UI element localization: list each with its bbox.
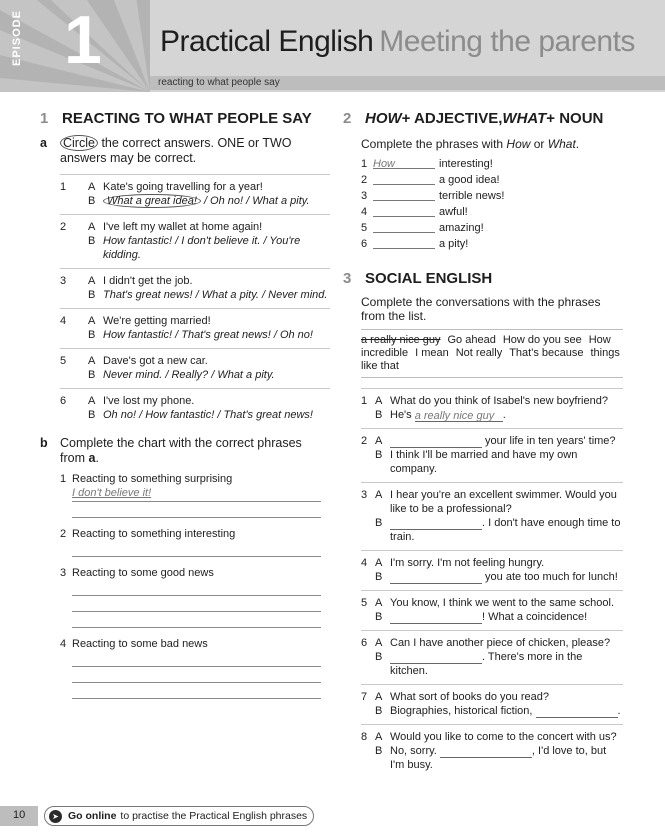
line-a: You know, I think we went to the same school. (390, 597, 615, 609)
line-b (390, 650, 623, 678)
right-column (343, 110, 628, 772)
answer-blank[interactable] (373, 204, 435, 217)
conversation (361, 630, 623, 678)
phrase-item (361, 172, 628, 188)
phrase-option: How incredible (361, 334, 611, 359)
speaker-b: B (88, 329, 96, 341)
speaker-a: A (375, 395, 383, 407)
instruction-bold: a (88, 451, 96, 465)
instr-pre: Complete the phrases with (361, 137, 507, 151)
phrase-text: amazing! (439, 222, 484, 234)
answer-blank[interactable] (373, 172, 435, 185)
item-number: 1 (361, 158, 368, 170)
item-number: 2 (60, 528, 67, 540)
title-how: HOW (365, 110, 402, 127)
conversation (361, 428, 623, 476)
item-number: 1 (60, 473, 67, 485)
section-title: REACTING TO WHAT PEOPLE SAY (62, 110, 312, 127)
page-number: 10 (13, 809, 26, 821)
chart-item (60, 637, 330, 651)
speaker-b: B (88, 289, 96, 301)
line-a: What sort of books do you read? (390, 691, 549, 703)
line-a-post: your life in ten years' time? (482, 435, 616, 447)
item-number: 1 (361, 395, 368, 407)
line-b: How fantastic! / That's great news! / Oh no! (103, 329, 313, 341)
line-b: Oh no! / How fantastic! / That's great news! (103, 409, 313, 421)
chart-item (60, 472, 330, 486)
conversation (361, 590, 623, 624)
line-a: I hear you're an excellent swimmer. Would you like to be a professional? (390, 489, 617, 515)
title-sub: Meeting the parents (379, 25, 635, 58)
speaker-a: A (88, 355, 96, 367)
speaker-b: B (375, 651, 383, 663)
item-number: 2 (361, 174, 368, 186)
item-number: 2 (60, 221, 67, 233)
page-header (0, 0, 665, 92)
speaker-b: B (375, 611, 383, 623)
episode-label: EPISODE (11, 10, 23, 66)
answer-lines[interactable] (72, 541, 321, 557)
title-main: Practical English (160, 25, 374, 58)
exercise-item (60, 214, 330, 262)
speaker-a: A (375, 597, 383, 609)
circle-word: Circle (60, 135, 98, 151)
speaker-a: A (88, 275, 96, 287)
line-b-pre: No, sorry. (390, 745, 440, 757)
conversation (361, 482, 623, 544)
speaker-a: A (375, 691, 383, 703)
answer-line[interactable] (72, 612, 321, 628)
item-number: 8 (361, 731, 368, 743)
speaker-b: B (375, 745, 383, 757)
item-number: 6 (361, 637, 368, 649)
answer-blank[interactable] (390, 651, 482, 664)
example-answer: a really nice guy (415, 409, 503, 422)
phrase-text: awful! (439, 206, 468, 218)
section-number: 2 (343, 110, 352, 127)
exercise-item (60, 268, 330, 302)
answer-blank[interactable] (373, 188, 435, 201)
answer-lines[interactable] (72, 651, 321, 699)
instr-how: How (506, 137, 531, 151)
item-number: 3 (60, 567, 67, 579)
speaker-b: B (88, 195, 96, 207)
speaker-b: B (375, 705, 383, 717)
instruction-2 (361, 137, 628, 152)
chart-label: Reacting to some good news (72, 567, 214, 579)
page-number-box (0, 806, 38, 826)
line-a: We're getting married! (103, 315, 211, 327)
exercise-item (60, 174, 330, 208)
speaker-a: A (375, 489, 383, 501)
item-number: 7 (361, 691, 368, 703)
phrase-option: Go ahead (447, 334, 496, 346)
line-b: How fantastic! / I don't believe it. / You're kidding. (103, 235, 301, 261)
exercise-item (60, 348, 330, 382)
chart-label: Reacting to something interesting (72, 528, 236, 540)
speaker-b: B (375, 517, 383, 529)
line-b: I think I'll be married and have my own company. (390, 449, 578, 475)
answer-line[interactable] (72, 667, 321, 683)
section-title: SOCIAL ENGLISH (365, 270, 493, 287)
line-b-post: . (502, 409, 506, 421)
line-a: What do you think of Isabel's new boyfriend? (390, 395, 608, 407)
chart-item (60, 527, 330, 541)
speaker-b: B (375, 409, 383, 421)
item-number: 5 (361, 222, 368, 234)
phrase-option: How do you see (502, 334, 582, 346)
answer-line[interactable] (72, 502, 321, 518)
phrase-item (361, 204, 628, 220)
episode-number: 1 (64, 2, 100, 78)
speaker-a: A (88, 315, 96, 327)
line-b (103, 194, 330, 208)
phrase-option: That's because (509, 347, 584, 359)
phrase-text: terrible news! (439, 190, 505, 202)
instruction-a (40, 136, 330, 166)
line-a: Can I have another piece of chicken, please? (390, 637, 611, 649)
item-number: 3 (361, 489, 368, 501)
conversation (361, 724, 623, 772)
line-a: I'm sorry. I'm not feeling hungry. (390, 557, 545, 569)
answer-blank[interactable] (390, 517, 482, 530)
line-b-post: ! What a coincidence! (482, 611, 588, 623)
answer-blank[interactable] (390, 571, 482, 584)
item-number: 4 (361, 206, 368, 218)
instr-post: . (575, 137, 580, 151)
item-number: 6 (60, 395, 67, 407)
speaker-a: A (88, 395, 96, 407)
instruction-text: Complete the chart with the correct phrases from (60, 436, 302, 465)
line-b-rest: / Oh no! / What a pity. (200, 195, 310, 207)
speaker-b: B (375, 571, 383, 583)
conversation-list (361, 388, 623, 772)
phrase-text: a good idea! (439, 174, 500, 186)
phrase-item (361, 236, 628, 252)
line-a: I've lost my phone. (103, 395, 195, 407)
answer-line[interactable] (72, 596, 321, 612)
speaker-a: A (88, 221, 96, 233)
phrase-text: interesting! (439, 158, 493, 170)
item-number: 3 (361, 190, 368, 202)
answer-blank[interactable] (373, 220, 435, 233)
item-number: 2 (361, 435, 368, 447)
section-3-body (361, 295, 623, 772)
answer-line[interactable] (72, 486, 321, 502)
section-number: 1 (40, 110, 49, 127)
line-a: Would you like to come to the concert with us? (390, 731, 617, 743)
speaker-b: B (88, 235, 96, 247)
item-number: 4 (60, 315, 67, 327)
item-number: 3 (60, 275, 67, 287)
instruction-text: the correct answers. ONE or TWO answers may be correct. (60, 136, 292, 165)
phrase-item (361, 220, 628, 236)
speaker-a: A (375, 731, 383, 743)
item-number: 4 (361, 557, 368, 569)
answer-line[interactable] (72, 651, 321, 667)
title-adj: + ADJECTIVE, (401, 110, 503, 127)
answer-line[interactable] (72, 683, 321, 699)
answer-blank[interactable] (373, 236, 435, 249)
circled-answer: What a great idea! (103, 194, 201, 208)
line-b (390, 744, 623, 772)
line-b-post: you ate too much for lunch! (482, 571, 618, 583)
exercise-letter: b (40, 436, 48, 450)
phrase-item (361, 188, 628, 204)
title-what: WHAT (502, 110, 547, 127)
item-number: 4 (60, 638, 67, 650)
page-title (160, 25, 635, 59)
line-b-post: . I don't have enough time to train. (390, 517, 621, 543)
line-b: Never mind. / Really? / What a pity. (103, 369, 275, 381)
answer-lines[interactable] (72, 580, 321, 628)
phrase-box (361, 329, 623, 378)
line-a: Dave's got a new car. (103, 355, 208, 367)
line-a: Kate's going travelling for a year! (103, 181, 263, 193)
speaker-a: A (375, 435, 383, 447)
conversation (361, 388, 623, 422)
line-b-post: , I'd love to, but I'm busy. (390, 745, 607, 771)
line-b (390, 408, 623, 422)
item-number: 1 (60, 181, 67, 193)
example-answer: I don't believe it! (72, 487, 152, 499)
answer-blank[interactable] (536, 705, 618, 718)
instr-what: What (547, 137, 576, 151)
section-2-body (361, 137, 628, 252)
speaker-a: A (88, 181, 96, 193)
phrase-option: things like that (361, 347, 620, 372)
phrase-used: a really nice guy (361, 334, 441, 346)
answer-blank[interactable]: How (373, 156, 435, 169)
go-online-link[interactable] (44, 806, 314, 826)
speaker-b: B (88, 369, 96, 381)
section-2-heading (343, 110, 628, 127)
line-b (390, 516, 623, 544)
chart-label: Reacting to some bad news (72, 638, 208, 650)
left-column (40, 110, 330, 699)
phrase-option: Not really (455, 347, 503, 359)
chart-label: Reacting to something surprising (72, 473, 233, 485)
instruction-b (40, 436, 325, 466)
exercise-b-chart (60, 472, 330, 699)
exercise-item (60, 388, 330, 422)
item-number: 6 (361, 238, 368, 250)
line-a (390, 434, 623, 448)
online-text: to practise the Practical English phrases (120, 810, 308, 822)
title-noun: + NOUN (546, 110, 604, 127)
episode-block (0, 0, 150, 92)
answer-line[interactable] (72, 580, 321, 596)
item-number: 5 (361, 597, 368, 609)
line-b-post: . There's more in the kitchen. (390, 651, 583, 677)
online-bold: Go online (68, 810, 117, 822)
exercise-letter: a (40, 136, 47, 150)
instruction-3: Complete the conversations with the phrases from the list. (361, 295, 601, 323)
cursor-icon: ➤ (49, 810, 62, 823)
line-b: That's great news! / What a pity. / Never mind. (103, 289, 328, 301)
answer-lines[interactable] (72, 486, 321, 518)
line-b (390, 610, 623, 624)
speaker-a: A (375, 557, 383, 569)
answer-blank[interactable] (390, 611, 482, 624)
section-3-heading (343, 270, 628, 287)
subtitle-text: reacting to what people say (158, 77, 280, 88)
line-a: I've left my wallet at home again! (103, 221, 263, 233)
line-b-post: . (617, 705, 621, 717)
exercise-item (60, 308, 330, 342)
line-b (390, 704, 623, 718)
exercise-a-items (60, 174, 330, 422)
instruction-end: . (95, 451, 99, 465)
chart-item (60, 566, 330, 580)
speaker-b: B (88, 409, 96, 421)
answer-blank[interactable] (390, 435, 482, 448)
section-1-heading (40, 110, 330, 127)
line-a: I didn't get the job. (103, 275, 193, 287)
line-b-pre: He's (390, 409, 415, 421)
answer-line[interactable] (72, 541, 321, 557)
conversation (361, 684, 623, 718)
conversation (361, 550, 623, 584)
line-b (390, 570, 623, 584)
phrase-item (361, 156, 628, 172)
answer-blank[interactable] (440, 745, 532, 758)
subtitle-bar (150, 76, 665, 90)
instr-mid: or (530, 137, 548, 151)
phrase-option: I mean (415, 347, 449, 359)
item-number: 5 (60, 355, 67, 367)
phrase-text: a pity! (439, 238, 469, 250)
section-number: 3 (343, 270, 352, 287)
phrase-list (361, 156, 628, 252)
line-b-pre: Biographies, historical fiction, (390, 705, 536, 717)
speaker-a: A (375, 637, 383, 649)
speaker-b: B (375, 449, 383, 461)
